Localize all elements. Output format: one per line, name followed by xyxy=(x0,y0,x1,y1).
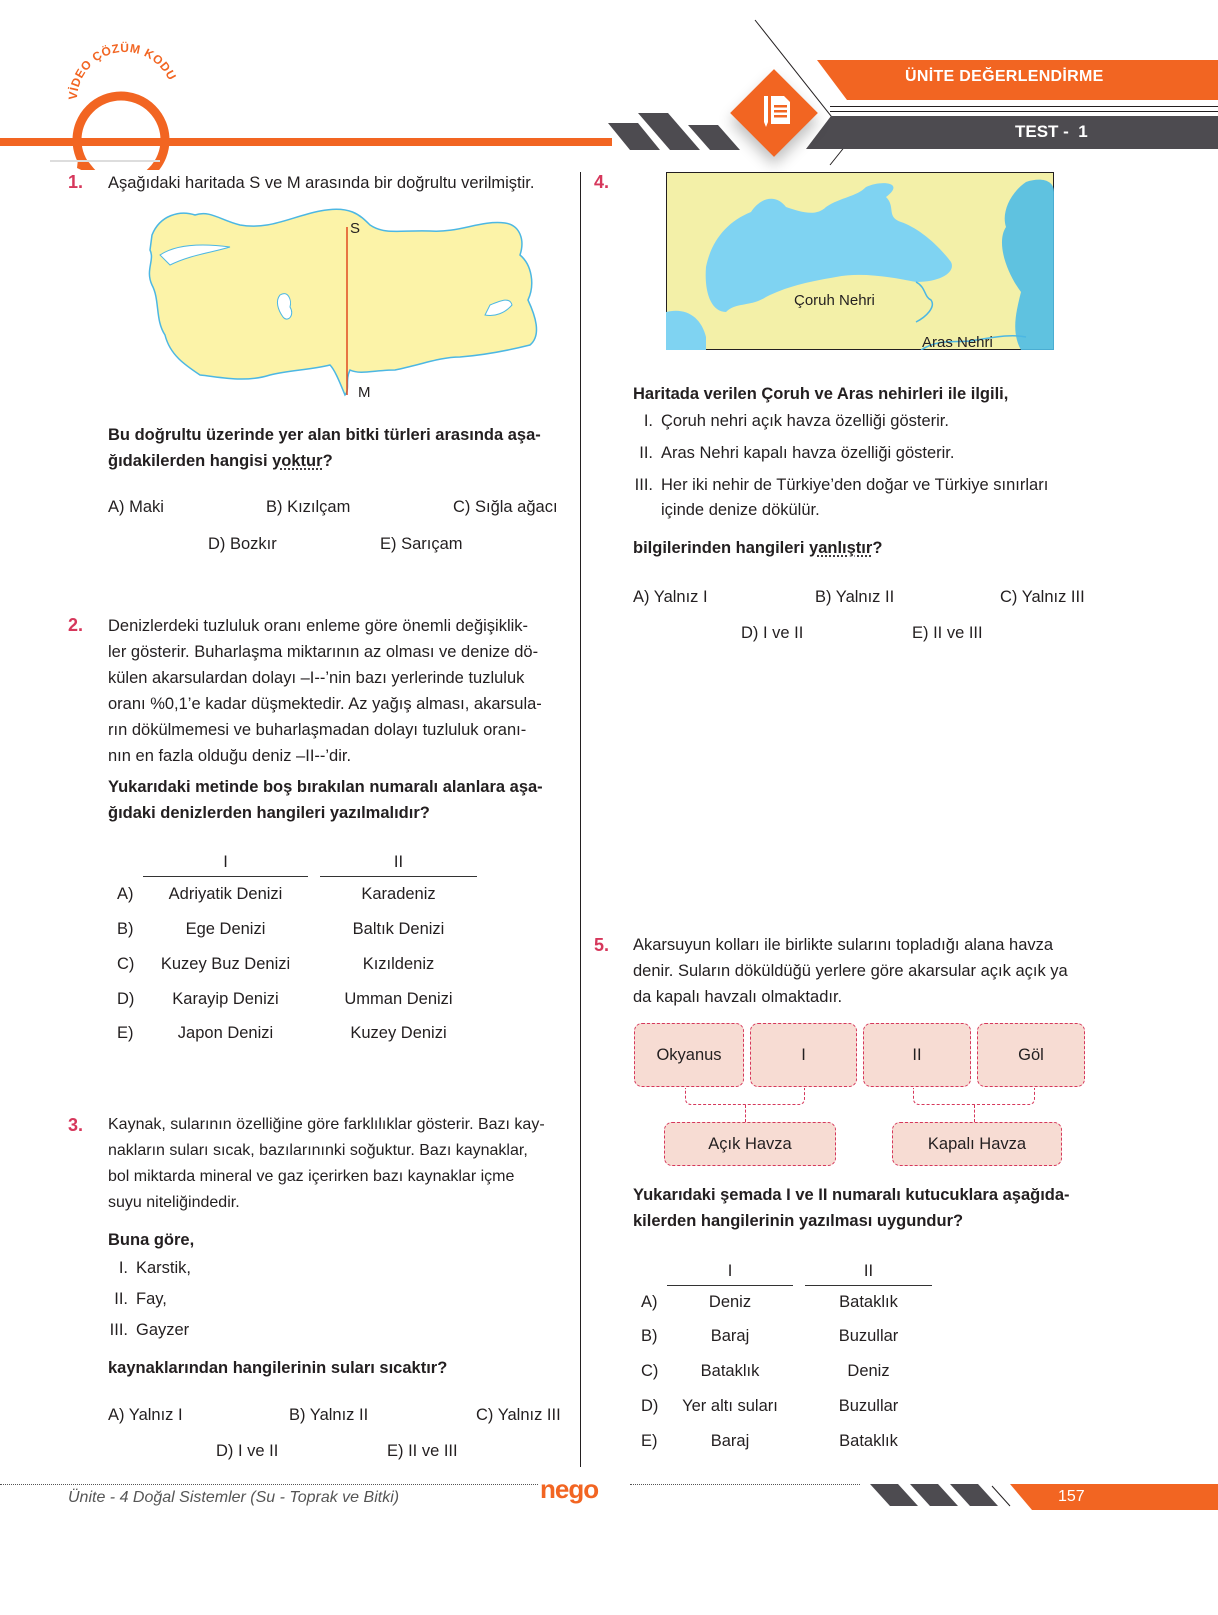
diagram-box-acik-havza: Açık Havza xyxy=(664,1122,836,1166)
row-label: E) xyxy=(641,1432,658,1450)
statement-i xyxy=(100,1259,191,1278)
row-label: D) xyxy=(117,990,135,1008)
row-label: E) xyxy=(117,1024,134,1042)
cell-i: Kuzey Buz Denizi xyxy=(160,955,291,973)
test-band xyxy=(806,116,1218,149)
question-lead: Haritada verilen Çoruh ve Aras nehirleri ile ilgili, xyxy=(633,385,1009,403)
option-e[interactable]: E) II ve III xyxy=(387,1442,458,1460)
cell-i: Adriyatik Denizi xyxy=(168,885,283,903)
stem-line: denir. Suların döküldüğü yerlere göre akarsular açık açık ya xyxy=(633,962,1068,980)
cell-ii: Kızıldeniz xyxy=(362,955,435,973)
prompt-line: Yukarıdaki şemada I ve II numaralı kutucuklara aşağıda- xyxy=(633,1186,1070,1204)
option-a[interactable]: A) Maki xyxy=(108,498,164,516)
publisher-logo: nego xyxy=(540,1474,599,1504)
connector-open xyxy=(685,1088,805,1105)
cell-ii: Bataklık xyxy=(839,1293,898,1311)
document-pencil-icon xyxy=(762,92,792,132)
cell-ii: Umman Denizi xyxy=(344,990,453,1008)
question-number: 1. xyxy=(68,172,84,192)
option-b[interactable]: B) Yalnız II xyxy=(289,1406,369,1424)
stem-line: rın dökülmemesi ve buharlaşmadan dolayı tuzluluk oranı- xyxy=(108,721,527,739)
stem-line: Akarsuyun kolları ile birlikte sularını topladığı alana havza xyxy=(633,936,1054,954)
question-number: 5. xyxy=(594,935,610,955)
video-badge-text: VİDEO ÇÖZÜM KODU xyxy=(65,40,180,101)
option-a[interactable]: A) Yalnız I xyxy=(108,1406,183,1424)
footer-rule-right xyxy=(630,1484,860,1485)
stem-line: Denizlerdeki tuzluluk oranı enleme göre önemli değişiklik- xyxy=(108,617,529,635)
column-header-ii: II xyxy=(320,853,477,877)
stem-line: Kaynak, sularının özelliğine göre farklılıklar gösterir. Bazı kay- xyxy=(108,1116,545,1133)
connector-closed-stem xyxy=(974,1105,975,1122)
option-e[interactable]: E) Sarıçam xyxy=(380,535,463,553)
prompt-text: bilgilerinden hangileri xyxy=(633,539,810,557)
svg-text:VİDEO ÇÖZÜM KODU xyxy=(66,40,179,100)
statement-ii xyxy=(100,1290,167,1309)
prompt-line-1: Bu doğrultu üzerinde yer alan bitki türleri arasında aşa- xyxy=(108,426,541,444)
cell-i: Bataklık xyxy=(700,1362,760,1380)
stem-line: nakların suları sıcak, bazılarınınki soğuktur. Bazı kaynaklar, xyxy=(108,1142,528,1159)
title-separator-2 xyxy=(830,111,1218,112)
cell-ii: Buzullar xyxy=(838,1327,899,1345)
cell-ii: Deniz xyxy=(847,1362,890,1380)
connector-open-stem xyxy=(745,1105,746,1122)
stem-line: külen akarsulardan dolayı –I--’nin bazı yerlerinde tuzluluk xyxy=(108,669,525,687)
stem-line: nın en fazla olduğu deniz –II--’dir. xyxy=(108,747,352,765)
option-a[interactable]: A) Yalnız I xyxy=(633,588,708,606)
section-title: ÜNİTE DEĞERLENDİRME xyxy=(905,68,1104,85)
question-number: 4. xyxy=(594,172,610,192)
connector-closed xyxy=(913,1088,1035,1105)
option-b[interactable]: B) Kızılçam xyxy=(266,498,351,516)
map-label-s: S xyxy=(350,220,361,237)
option-d[interactable]: D) I ve II xyxy=(216,1442,279,1460)
statement-text: Çoruh nehri açık havza özelliği gösterir. xyxy=(661,412,949,430)
footer-slashes xyxy=(870,1484,1030,1508)
question-prompt xyxy=(108,422,568,474)
emphasis-word: yanlıştır xyxy=(809,539,873,557)
statement-numeral: III. xyxy=(634,476,653,494)
statement-text: Karstik, xyxy=(136,1259,192,1277)
statement-text: Aras Nehri kapalı havza özelliği gösterir. xyxy=(661,444,955,462)
option-c[interactable]: C) Yalnız III xyxy=(1000,588,1085,606)
statement-iii xyxy=(625,476,1048,495)
footer-rule-left xyxy=(0,1484,538,1485)
option-d[interactable]: D) I ve II xyxy=(741,624,804,642)
statement-text: Fay, xyxy=(136,1290,167,1308)
prompt-end: ? xyxy=(872,539,883,557)
cell-ii: Kuzey Denizi xyxy=(350,1024,447,1042)
video-solution-badge[interactable] xyxy=(55,40,195,170)
question-lead: Buna göre, xyxy=(108,1231,195,1249)
diagram-box-kapali-havza: Kapalı Havza xyxy=(892,1122,1062,1166)
statement-numeral: I. xyxy=(118,1259,128,1277)
stem-line: da kapalı havzalı olmaktadır. xyxy=(633,988,843,1006)
question-stem xyxy=(633,932,1103,1010)
option-d[interactable]: D) Bozkır xyxy=(208,535,277,553)
question-prompt: kaynaklarından hangilerinin suları sıcaktır? xyxy=(108,1359,448,1377)
column-divider xyxy=(580,172,581,1467)
cell-ii: Baltık Denizi xyxy=(352,920,445,938)
row-label: B) xyxy=(641,1327,658,1345)
row-label: C) xyxy=(641,1362,659,1380)
cell-i: Baraj xyxy=(710,1327,750,1345)
stem-line: bol miktarda mineral ve gaz içerirken bazı kaynaklar içme xyxy=(108,1168,515,1185)
cell-ii: Buzullar xyxy=(838,1397,899,1415)
column-header-i: I xyxy=(143,853,308,877)
stem-line: ler gösterir. Buharlaşma miktarının az olması ve denize dö- xyxy=(108,643,539,661)
diagram-box-ii: II xyxy=(863,1023,971,1087)
diagram-box-gol: Göl xyxy=(977,1023,1085,1087)
cell-i: Ege Denizi xyxy=(185,920,266,938)
question-number: 3. xyxy=(68,1115,84,1135)
row-label: B) xyxy=(117,920,134,938)
statement-numeral: III. xyxy=(109,1321,128,1339)
row-label: D) xyxy=(641,1397,659,1415)
prompt-line: ğıdaki denizlerden hangileri yazılmalıdır? xyxy=(108,804,430,822)
question-stem xyxy=(108,613,578,769)
question-number: 2. xyxy=(68,615,84,635)
option-c[interactable]: C) Sığla ağacı xyxy=(453,498,558,516)
cell-ii: Karadeniz xyxy=(361,885,436,903)
question-stem xyxy=(108,1112,578,1216)
prompt-line: kilerden hangilerinin yazılması uygundur? xyxy=(633,1212,964,1230)
badge-shadow xyxy=(50,160,160,162)
statement-text: Gayzer xyxy=(136,1321,190,1339)
cell-i: Deniz xyxy=(708,1293,752,1311)
question-stem: Aşağıdaki haritada S ve M arasında bir doğrultu verilmiştir. xyxy=(108,174,535,192)
option-c[interactable]: C) Yalnız III xyxy=(476,1406,561,1424)
cell-ii: Bataklık xyxy=(839,1432,898,1450)
question-prompt xyxy=(108,774,578,826)
column-header-i: I xyxy=(667,1262,793,1286)
option-b[interactable]: B) Yalnız II xyxy=(815,588,895,606)
statement-text: içinde denize dökülür. xyxy=(661,501,820,519)
statement-iii xyxy=(100,1321,189,1340)
turkey-map xyxy=(140,205,550,400)
row-label: A) xyxy=(117,885,134,903)
statement-ii xyxy=(625,444,954,463)
statement-text: Her iki nehir de Türkiye’den doğar ve Türkiye sınırları xyxy=(661,476,1049,494)
question-prompt xyxy=(633,535,882,561)
statement-numeral: II. xyxy=(114,1290,128,1308)
diagram-box-i: I xyxy=(750,1023,857,1087)
cell-i: Japon Denizi xyxy=(177,1024,274,1042)
option-e[interactable]: E) II ve III xyxy=(912,624,983,642)
prompt-line-2 xyxy=(108,448,568,474)
prompt-line: Yukarıdaki metinde boş bırakılan numaralı alanlara aşa- xyxy=(108,778,543,796)
map-label-aras: Aras Nehri xyxy=(922,334,993,350)
stem-line: oranı %0,1’e kadar düşmektedir. Az yağış alması, akarsula- xyxy=(108,695,542,713)
row-label: C) xyxy=(117,955,135,973)
statement-i xyxy=(625,412,949,431)
emphasis-word: yoktur xyxy=(272,452,323,470)
statement-numeral: II. xyxy=(639,444,653,462)
statement-iii-cont xyxy=(625,501,820,520)
black-sea-region-map xyxy=(666,172,1054,350)
title-separator xyxy=(830,106,1218,107)
question-prompt xyxy=(633,1182,1103,1234)
unit-title: Ünite - 4 Doğal Sistemler (Su - Toprak ve Bitki) xyxy=(68,1489,400,1506)
header-orange-rule xyxy=(0,138,612,146)
row-label: A) xyxy=(641,1293,658,1311)
page-number: 157 xyxy=(1058,1488,1085,1505)
stem-line: suyu niteliğindedir. xyxy=(108,1194,240,1211)
cell-i: Baraj xyxy=(710,1432,750,1450)
diagram-box-okyanus: Okyanus xyxy=(634,1023,744,1087)
column-header-ii: II xyxy=(805,1262,932,1286)
prompt-end: ? xyxy=(322,452,333,470)
cell-i: Yer altı suları xyxy=(682,1397,778,1415)
page-number-band xyxy=(1010,1484,1218,1510)
prompt-text: ğıdakilerden hangisi xyxy=(108,452,273,470)
statement-numeral: I. xyxy=(643,412,653,430)
map-label-m: M xyxy=(358,384,371,400)
map-label-coruh: Çoruh Nehri xyxy=(794,292,875,309)
cell-i: Karayip Denizi xyxy=(172,990,279,1008)
test-label: TEST - 1 xyxy=(1015,122,1088,141)
